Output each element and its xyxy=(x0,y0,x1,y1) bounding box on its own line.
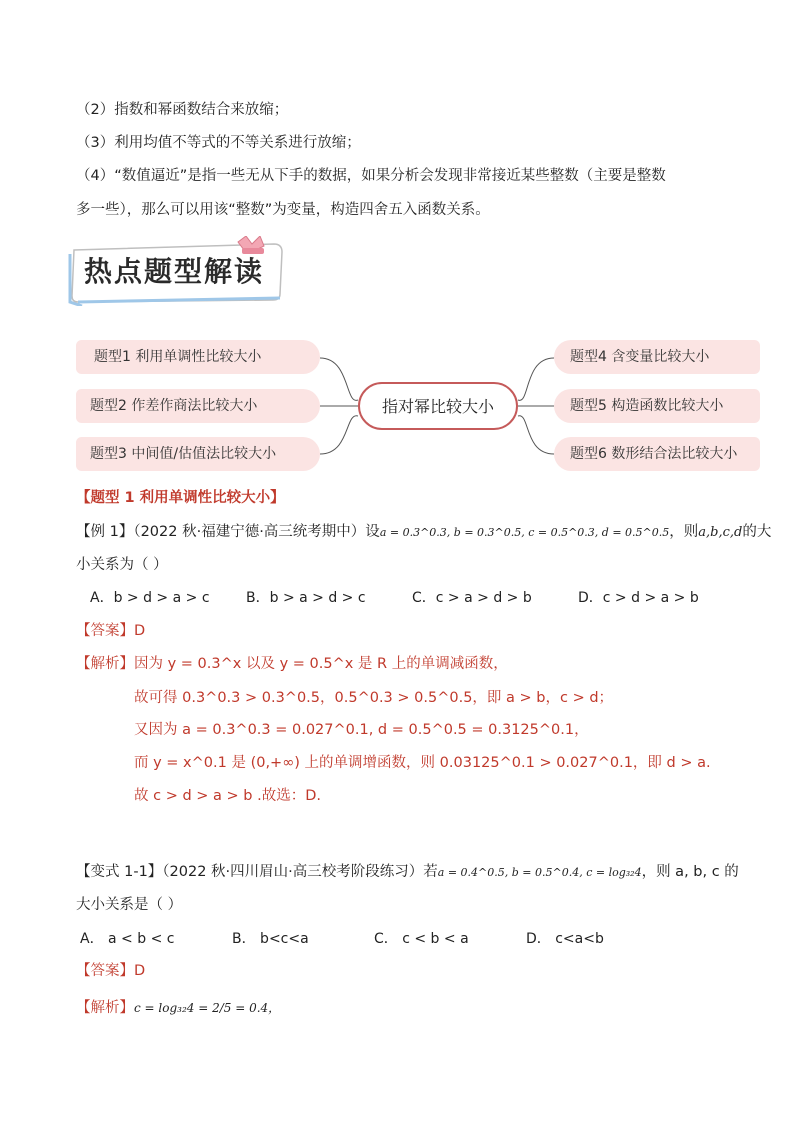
example1-suffix: ，则 xyxy=(669,524,699,540)
answer-label: 【答案】 xyxy=(76,623,134,639)
example1-vars: a,b,c,d xyxy=(698,525,743,540)
variant1-option-a: A． a < b < c xyxy=(80,931,175,947)
example1-analysis-line3: 又因为 a = 0.3^0.3 = 0.027^0.1, d = 0.5^0.5 = 0.3125^0.1， xyxy=(134,722,589,738)
mindmap-center: 指对幂比较大小 xyxy=(358,382,518,430)
mindmap-topic-3: 题型3 中间值/估值法比较大小 xyxy=(76,437,320,471)
example1-analysis-line4: 而 y = x^0.1 是 (0,+∞) 上的单调增函数，则 0.03125^0.1 > 0.027^0.1，即 d > a. xyxy=(134,755,711,771)
variant1-prefix: 【变式 1-1】（2022 秋·四川眉山·高三校考阶段练习）若 xyxy=(76,864,438,880)
answer-value: D xyxy=(134,623,146,639)
answer-label: 【答案】 xyxy=(76,963,134,979)
section-heading: 【题型 1 利用单调性比较大小】 xyxy=(76,490,285,506)
analysis-label: 【解析】 xyxy=(76,656,134,672)
example1-stem-line1 xyxy=(76,522,771,543)
example1-answer xyxy=(76,621,145,641)
example1-analysis-line1 xyxy=(76,654,508,674)
intro-item-4-line1: （4）“数值逼近”是指一些无从下手的数据，如果分析会发现非常接近某些整数（主要是整数 xyxy=(76,168,666,184)
analysis-label: 【解析】 xyxy=(76,1000,134,1016)
example1-stem-line2: 小关系为（ ） xyxy=(76,557,168,573)
section-banner xyxy=(68,236,290,306)
variant1-option-b: B． b<c<a xyxy=(232,931,309,947)
variant1-stem-line2: 大小关系是（ ） xyxy=(76,897,183,913)
example1-analysis-line5: 故 c > d > a > b .故选：D. xyxy=(134,788,321,804)
banner-title: 热点题型解读 xyxy=(84,255,265,288)
variant1-option-d: D． c<a<b xyxy=(526,931,604,947)
mindmap-topic-1: 题型1 利用单调性比较大小 xyxy=(76,340,320,374)
mindmap-topic-5: 题型5 构造函数比较大小 xyxy=(554,389,760,423)
mindmap-topic-6: 题型6 数形结合法比较大小 xyxy=(554,437,760,471)
mindmap-topic-2: 题型2 作差作商法比较大小 xyxy=(76,389,320,423)
analysis-text: c = log₃₂4 = 2/5 = 0.4， xyxy=(134,1001,281,1015)
example1-analysis-line2: 故可得 0.3^0.3 > 0.3^0.5，0.5^0.3 > 0.5^0.5，即 a > b，c > d； xyxy=(134,690,614,706)
analysis-text: 因为 y = 0.3^x 以及 y = 0.5^x 是 R 上的单调减函数， xyxy=(134,656,508,672)
variant1-analysis xyxy=(76,998,280,1018)
variant1-condition: a = 0.4^0.5, b = 0.5^0.4, c = log₃₂4 xyxy=(437,866,642,879)
example1-condition: a = 0.3^0.3, b = 0.3^0.5, c = 0.5^0.3, d = 0.5^0.5 xyxy=(379,526,670,539)
example1-option-b: B．b > a > d > c xyxy=(246,590,366,606)
example1-option-a: A．b > d > a > c xyxy=(90,590,210,606)
variant1-option-c: C． c < b < a xyxy=(374,931,469,947)
variant1-stem-line1 xyxy=(76,862,739,883)
mindmap-topic-4: 题型4 含变量比较大小 xyxy=(554,340,760,374)
answer-value: D xyxy=(134,963,146,979)
example1-prefix: 【例 1】（2022 秋·福建宁德·高三统考期中）设 xyxy=(76,524,380,540)
variant1-answer xyxy=(76,961,145,981)
intro-item-3: （3）利用均值不等式的不等关系进行放缩； xyxy=(76,135,361,151)
example1-option-d: D．c > d > a > b xyxy=(578,590,699,606)
example1-tail: 的大 xyxy=(742,524,772,540)
intro-item-4-line2: 多一些），那么可以用该“整数”为变量，构造四舍五入函数关系。 xyxy=(76,202,490,218)
intro-item-2: （2）指数和幂函数结合来放缩； xyxy=(76,102,289,118)
variant1-suffix: ，则 a, b, c 的 xyxy=(641,864,739,880)
example1-option-c: C．c > a > d > b xyxy=(412,590,532,606)
